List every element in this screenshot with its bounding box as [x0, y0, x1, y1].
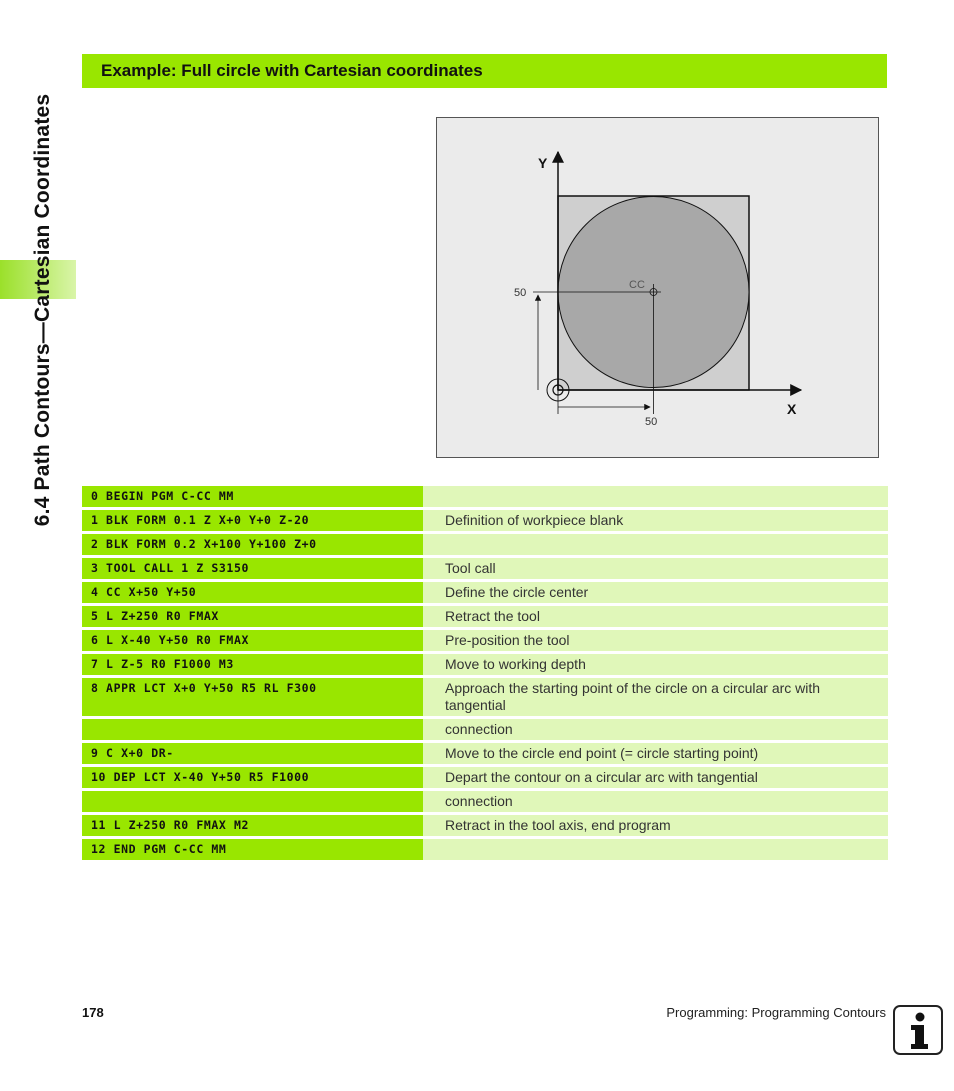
description-cell — [423, 486, 888, 507]
table-row — [82, 534, 888, 555]
table-row — [82, 558, 888, 579]
y-axis-label: Y — [538, 155, 548, 171]
circle-diagram-svg — [437, 118, 880, 459]
description-cell: Depart the contour on a circular arc with tangential — [423, 767, 888, 788]
table-row — [82, 582, 888, 603]
description-cell: connection — [423, 791, 888, 812]
description-cell: Retract in the tool axis, end program — [423, 815, 888, 836]
info-icon — [893, 1005, 943, 1055]
example-title: Example: Full circle with Cartesian coordinates — [101, 61, 483, 80]
description-cell: Define the circle center — [423, 582, 888, 603]
table-row — [82, 743, 888, 764]
nc-program-table — [82, 486, 888, 863]
nc-code-cell — [82, 791, 423, 812]
circle-diagram — [436, 117, 879, 458]
description-cell: Tool call — [423, 558, 888, 579]
nc-code-cell — [82, 719, 423, 740]
description-cell: connection — [423, 719, 888, 740]
nc-code-cell: 3 TOOL CALL 1 Z S3150 — [82, 558, 423, 579]
description-cell: Move to working depth — [423, 654, 888, 675]
section-title-vertical — [28, 52, 58, 567]
table-row — [82, 486, 888, 507]
example-header-bar — [82, 54, 887, 88]
table-row — [82, 839, 888, 860]
nc-code-cell: 4 CC X+50 Y+50 — [82, 582, 423, 603]
table-row — [82, 815, 888, 836]
nc-code-cell: 5 L Z+250 R0 FMAX — [82, 606, 423, 627]
table-row — [82, 510, 888, 531]
description-cell: Retract the tool — [423, 606, 888, 627]
table-row — [82, 606, 888, 627]
section-title-text: 6.4 Path Contours—Cartesian Coordinates — [31, 93, 54, 526]
nc-code-cell: 1 BLK FORM 0.1 Z X+0 Y+0 Z-20 — [82, 510, 423, 531]
table-row — [82, 678, 888, 716]
nc-code-cell: 2 BLK FORM 0.2 X+100 Y+100 Z+0 — [82, 534, 423, 555]
table-row — [82, 767, 888, 788]
center-label: CC — [629, 279, 645, 291]
nc-code-cell: 10 DEP LCT X-40 Y+50 R5 F1000 — [82, 767, 423, 788]
table-row — [82, 654, 888, 675]
table-row — [82, 719, 888, 740]
nc-code-cell: 8 APPR LCT X+0 Y+50 R5 RL F300 — [82, 678, 423, 716]
description-cell: Approach the starting point of the circle on a circular arc with tangential — [423, 678, 888, 716]
x-dim-label: 50 — [645, 416, 658, 428]
nc-code-cell: 6 L X-40 Y+50 R0 FMAX — [82, 630, 423, 651]
description-cell — [423, 839, 888, 860]
description-cell: Definition of workpiece blank — [423, 510, 888, 531]
nc-code-cell: 9 C X+0 DR- — [82, 743, 423, 764]
description-cell: Pre-position the tool — [423, 630, 888, 651]
nc-code-cell: 0 BEGIN PGM C-CC MM — [82, 486, 423, 507]
nc-code-cell: 7 L Z-5 R0 F1000 M3 — [82, 654, 423, 675]
description-cell — [423, 534, 888, 555]
table-row — [82, 630, 888, 651]
table-row — [82, 791, 888, 812]
chapter-footer: Programming: Programming Contours — [666, 1005, 886, 1020]
nc-code-cell: 12 END PGM C-CC MM — [82, 839, 423, 860]
nc-code-cell: 11 L Z+250 R0 FMAX M2 — [82, 815, 423, 836]
page-number: 178 — [82, 1005, 104, 1020]
x-axis-label: X — [787, 401, 797, 417]
description-cell: Move to the circle end point (= circle starting point) — [423, 743, 888, 764]
y-dim-label: 50 — [514, 287, 527, 299]
